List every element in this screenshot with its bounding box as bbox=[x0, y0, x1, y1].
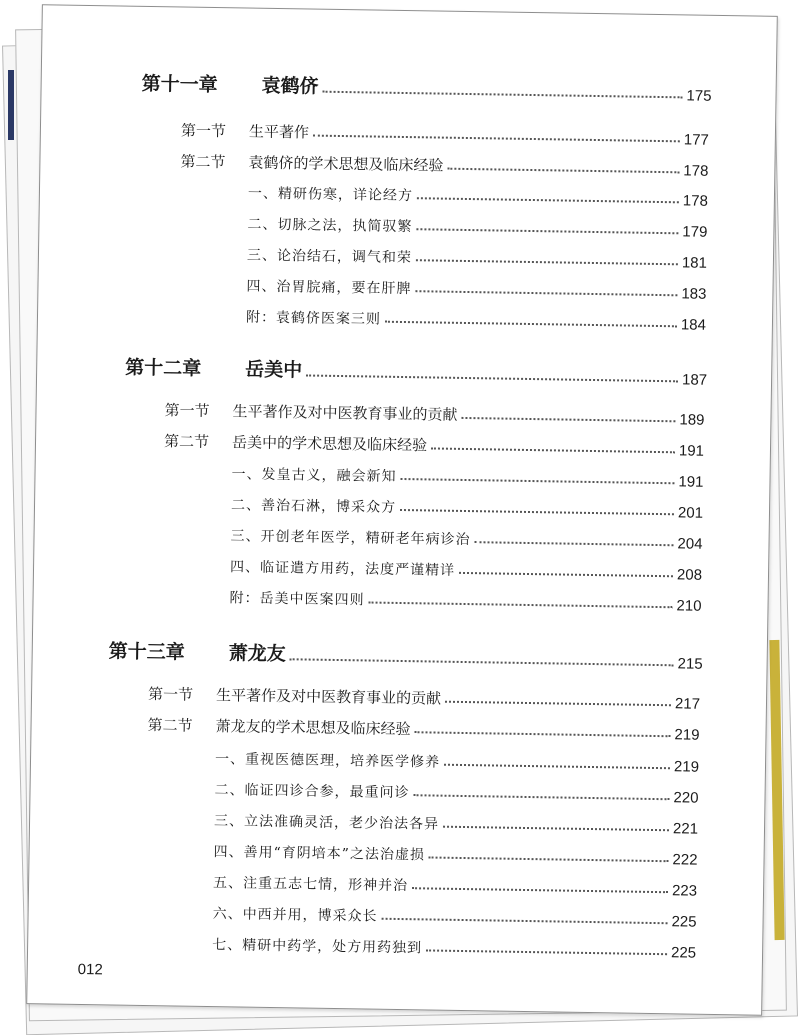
toc-item bbox=[213, 872, 697, 900]
item-page: 223 bbox=[671, 882, 698, 900]
toc-item bbox=[214, 810, 698, 838]
toc-item bbox=[247, 245, 707, 272]
leader-dots bbox=[445, 701, 671, 707]
item-page: 183 bbox=[681, 285, 707, 303]
item-page: 221 bbox=[672, 820, 699, 838]
chapter-title: 岳美中 bbox=[245, 358, 303, 382]
item-title: 二、切脉之法，执简驭繁 bbox=[247, 216, 413, 236]
item-page: 191 bbox=[678, 473, 704, 491]
chapter-label: 第十二章 bbox=[125, 356, 202, 380]
item-title: 三、开创老年医学，精研老年病诊治 bbox=[230, 528, 471, 549]
item-page: 210 bbox=[676, 597, 702, 615]
toc-item bbox=[230, 525, 702, 552]
toc-item bbox=[230, 556, 702, 583]
section-title: 生平著作及对中医教育事业的贡献 bbox=[215, 686, 442, 708]
item-page: 225 bbox=[671, 913, 697, 931]
item-title: 三、论治结石，调气和荣 bbox=[246, 247, 413, 267]
toc-item bbox=[213, 841, 697, 869]
section-title: 岳美中的学术思想及临床经验 bbox=[231, 433, 428, 455]
section-label: 第二节 bbox=[180, 152, 226, 172]
cover-edge-navy bbox=[8, 70, 14, 140]
leader-dots bbox=[415, 731, 671, 737]
item-page: 178 bbox=[682, 192, 709, 210]
leader-dots bbox=[400, 478, 674, 484]
leader-dots bbox=[443, 826, 669, 832]
toc-item bbox=[214, 779, 698, 807]
toc-item bbox=[231, 463, 703, 490]
toc-item bbox=[212, 934, 696, 962]
item-title: 四、临证遣方用药，法度严谨精详 bbox=[229, 559, 456, 579]
leader-dots bbox=[415, 290, 677, 296]
item-page: 184 bbox=[680, 316, 707, 334]
toc-section bbox=[181, 119, 709, 148]
item-title: 四、善用“育阴培本”之法治虚损 bbox=[213, 844, 426, 864]
leader-dots bbox=[313, 135, 680, 143]
toc-chapter bbox=[141, 69, 711, 105]
section-page: 177 bbox=[683, 131, 709, 149]
leader-dots bbox=[400, 509, 674, 515]
chapter-page: 215 bbox=[677, 655, 703, 673]
toc-item bbox=[215, 748, 699, 776]
toc-item bbox=[229, 587, 701, 614]
leader-dots bbox=[444, 764, 670, 770]
leader-dots bbox=[417, 197, 679, 203]
chapter-label: 第十三章 bbox=[108, 640, 185, 664]
section-page: 189 bbox=[679, 411, 705, 429]
item-title: 五、注重五志七情，形神并治 bbox=[212, 875, 409, 895]
item-title: 一、精研伤寒，详论经方 bbox=[247, 185, 414, 205]
toc-item bbox=[247, 214, 707, 241]
item-title: 四、治胃脘痛，要在肝脾 bbox=[246, 278, 412, 298]
item-page: 222 bbox=[672, 851, 698, 869]
section-page: 191 bbox=[678, 442, 705, 460]
item-page: 220 bbox=[673, 789, 699, 807]
item-page: 208 bbox=[676, 566, 703, 584]
toc-section bbox=[164, 430, 704, 459]
item-page: 219 bbox=[673, 758, 700, 776]
item-title: 一、发皇古义，融会新知 bbox=[231, 466, 397, 485]
item-title: 一、重视医德医理，培养医学修养 bbox=[214, 751, 441, 771]
leader-dots bbox=[474, 541, 673, 546]
toc-item bbox=[212, 903, 696, 931]
toc-chapter bbox=[109, 636, 703, 672]
item-page: 179 bbox=[682, 223, 708, 241]
section-title: 生平著作 bbox=[248, 122, 310, 142]
chapter-title: 萧龙友 bbox=[228, 642, 286, 666]
section-title: 萧龙友的学术思想及临床经验 bbox=[215, 717, 411, 739]
section-page: 219 bbox=[674, 726, 700, 744]
leader-dots bbox=[416, 228, 678, 234]
leader-dots bbox=[429, 856, 669, 862]
section-page: 178 bbox=[683, 162, 709, 180]
item-title: 二、临证四诊合参，最重问诊 bbox=[214, 782, 410, 802]
leader-dots bbox=[323, 91, 683, 99]
toc-section bbox=[180, 150, 708, 179]
toc-section bbox=[148, 683, 700, 713]
leader-dots bbox=[431, 447, 675, 453]
toc-section bbox=[164, 399, 704, 428]
toc-page bbox=[26, 4, 778, 1015]
item-title: 六、中西并用，博采众长 bbox=[212, 906, 378, 925]
item-title: 七、精研中药学，处方用药独到 bbox=[212, 937, 423, 957]
toc-item bbox=[248, 183, 708, 210]
leader-dots bbox=[382, 918, 668, 924]
chapter-page: 187 bbox=[681, 371, 708, 389]
section-label: 第二节 bbox=[147, 716, 193, 735]
leader-dots bbox=[369, 601, 673, 608]
leader-dots bbox=[290, 658, 674, 666]
section-page: 217 bbox=[674, 695, 701, 713]
leader-dots bbox=[461, 417, 675, 422]
item-title: 三、立法准确灵活，老少治法各异 bbox=[213, 813, 440, 833]
chapter-page: 175 bbox=[686, 87, 712, 105]
item-page: 201 bbox=[677, 504, 704, 522]
section-title: 袁鹤侪的学术思想及临床经验 bbox=[248, 153, 444, 175]
chapter-label: 第十一章 bbox=[141, 72, 218, 97]
toc-chapter bbox=[125, 353, 707, 389]
item-title: 附：岳美中医案四则 bbox=[229, 590, 365, 609]
item-page: 225 bbox=[670, 944, 697, 962]
item-page: 181 bbox=[681, 254, 708, 272]
item-title: 二、善治石淋，博采众方 bbox=[230, 497, 397, 516]
section-label: 第一节 bbox=[147, 685, 194, 704]
leader-dots bbox=[412, 887, 668, 893]
leader-dots bbox=[459, 572, 673, 577]
leader-dots bbox=[416, 259, 678, 265]
section-label: 第二节 bbox=[163, 432, 210, 451]
section-label: 第一节 bbox=[164, 401, 210, 420]
toc-item bbox=[246, 307, 706, 334]
leader-dots bbox=[414, 794, 670, 800]
item-page: 204 bbox=[677, 535, 703, 553]
toc-section bbox=[147, 714, 699, 744]
page-number: 012 bbox=[77, 960, 103, 979]
leader-dots bbox=[426, 949, 667, 955]
toc-item bbox=[231, 494, 703, 521]
item-title: 附：袁鹤侪医案三则 bbox=[245, 309, 382, 328]
section-label: 第一节 bbox=[180, 121, 227, 141]
chapter-title: 袁鹤侪 bbox=[261, 74, 319, 98]
section-title: 生平著作及对中医教育事业的贡献 bbox=[232, 402, 458, 424]
leader-dots bbox=[306, 374, 678, 382]
toc-item bbox=[246, 276, 706, 303]
leader-dots bbox=[447, 168, 679, 174]
leader-dots bbox=[385, 321, 677, 328]
